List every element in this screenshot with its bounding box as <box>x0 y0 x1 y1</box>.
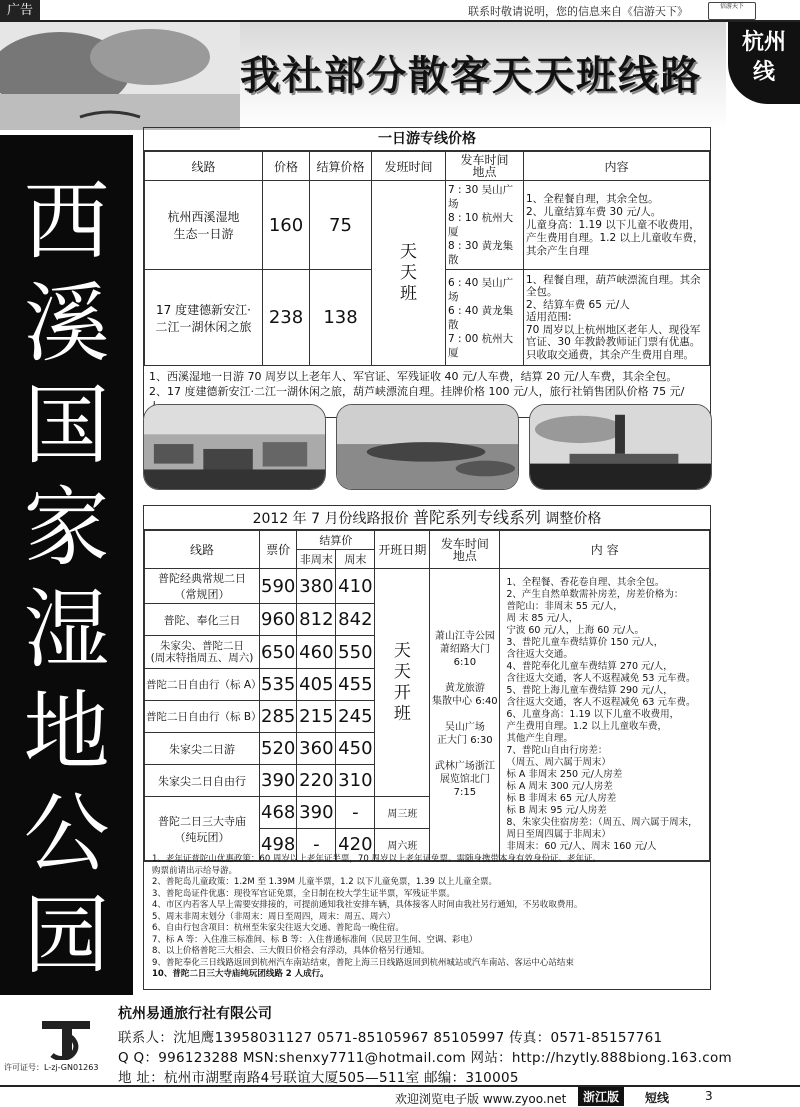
settle-price: 138 <box>310 270 372 366</box>
scenery-illustration <box>0 22 240 130</box>
village-photo <box>143 404 326 490</box>
contact-line: 联系人：沈旭鹰13958031127 0571-85105967 85105997 传真：0571-85157761 <box>118 1030 663 1046</box>
weekday-price: 390 <box>297 797 336 829</box>
table1-title: 一日游专线价格 <box>144 128 710 151</box>
schedule-daily: 天 天 班 <box>372 181 446 366</box>
route-name: 杭州西溪湿地 生态一日游 <box>145 181 263 270</box>
note: 3、普陀岛证件优惠：现役军官证免票，全日制在校大学生证半票，军残证半票。 <box>152 888 455 899</box>
depart-times: 7 : 30 吴山广场 8 : 10 杭州大厦 8 : 30 黄龙集散 <box>446 181 524 270</box>
company-name: 杭州易通旅行社有限公司 <box>118 1006 272 1022</box>
col-weekday: 非周末 <box>297 550 336 569</box>
col-ticket: 票价 <box>260 531 297 569</box>
table2-title <box>144 506 710 530</box>
trip-content: 1、全程餐自理，其余全包。 2、儿童结算车费 30 元/人。 儿童身高：1.19 以下儿童不收费用， 产生费用自理。1.2 以上儿童收车费， 其余产生自理 <box>524 181 710 270</box>
side-char: 家 <box>23 478 110 578</box>
weekday-price: 812 <box>297 604 336 636</box>
depart-times: 6 : 40 吴山广场 6 : 40 黄龙集散 7 : 00 杭州大厦 <box>446 270 524 366</box>
weekday-price: 215 <box>297 701 336 733</box>
table2-title-prefix: 2012 年 7 月份线路报价 <box>252 511 413 527</box>
col-price: 价格 <box>263 152 310 181</box>
ticket-price: 498 <box>260 829 297 861</box>
col-schedule: 开班日期 <box>375 531 430 569</box>
putuo-price-table <box>143 505 711 862</box>
province-edition: 浙江版 <box>578 1087 624 1106</box>
route-name: 17 度建德新安江· 二江一湖休闲之旅 <box>145 270 263 366</box>
price: 160 <box>263 181 310 270</box>
company-logo <box>36 1015 96 1060</box>
side-title-panel <box>0 135 133 995</box>
price: 238 <box>263 270 310 366</box>
note: 10、普陀二日三大寺庙纯玩团线路 2 人成行。 <box>152 969 329 979</box>
route-name: 普陀二日自由行（标 B） <box>145 701 260 733</box>
schedule-saturday: 周六班 <box>375 829 430 861</box>
note: 4、市区内若客人早上需要安排接的，可提前通知我社安排车辆，具体接客人时间由我社另行通知，不另收取费用。 <box>152 900 583 910</box>
weekday-price: 460 <box>297 636 336 669</box>
weekend-price: 450 <box>336 733 375 765</box>
note: 1、老年证普陀山优惠政策：60 周岁以上老年证半票，70 周岁以上老年证免票。需随身携带本身有效身份证、老年证。 <box>152 854 601 864</box>
policy-notes <box>143 850 711 990</box>
source-notice: 联系时敬请说明，您的信息来自《信游天下》 <box>468 5 688 18</box>
ad-label: 广告 <box>0 0 40 22</box>
route-tab-line-1: 杭州 <box>741 30 786 55</box>
ticket-price: 520 <box>260 733 297 765</box>
ticket-price: 650 <box>260 636 297 669</box>
route-name: 普陀二日三大寺庙 （纯玩团） <box>145 797 260 861</box>
note: 9、普陀奉化三日线路返回到杭州汽车南站结束，普陀上海三日线路返回到杭州城站或汽车南站、客运中心站结束 <box>152 957 574 968</box>
note: 2、普陀岛儿童政策：1.2M 至 1.39M 儿童半票，1.2 以下儿童免票，1.39 以上儿童全票。 <box>152 877 497 887</box>
ticket-price: 535 <box>260 669 297 701</box>
trip-content: 1、程餐自理，葫芦峡漂流自理。其余 全包。 2、结算车费 65 元/人 适用范围: 70 周岁以上杭州地区老年人、现役军 官证、30 年教龄教师证门票有优惠。 只收取交通费，其余产生费用自理。 <box>524 270 710 366</box>
side-char: 公 <box>23 784 110 884</box>
col-settle: 结算价 <box>297 531 375 550</box>
table2-title-suffix: 调整价格 <box>540 511 602 527</box>
col-depart: 发车时间 地点 <box>446 152 524 181</box>
note: 5、周末非周末划分（非周末：周日至周四，周末：周五、周六） <box>152 911 396 922</box>
weekday-price: 405 <box>297 669 336 701</box>
ticket-price: 960 <box>260 604 297 636</box>
side-char: 西 <box>23 172 110 272</box>
col-depart: 发车时间 地点 <box>430 531 500 569</box>
side-char: 湿 <box>23 580 110 680</box>
permit-number: 许可证号：L-zj-GN01263 <box>4 1063 99 1072</box>
weekday-price: 360 <box>297 733 336 765</box>
section-type: 短线 <box>645 1091 670 1105</box>
temple-photo <box>529 404 712 490</box>
weekday-price: 380 <box>297 569 336 604</box>
note: 8、以上价格普陀三大相会、三大假日价格会有浮动，具体价格另行通知。 <box>152 946 430 956</box>
weekday-price: 220 <box>297 765 336 797</box>
note: 7、标 A 等：入住准三标准间、标 B 等：入住普通标准间（民居卫生间、空调、彩电） <box>152 934 478 945</box>
weekend-price: 842 <box>336 604 375 636</box>
weekend-price: - <box>336 797 375 829</box>
route-name: 朱家尖、普陀二日 (周末特指周五、周六) <box>145 636 260 669</box>
page-number: 3 <box>705 1089 713 1103</box>
weekend-price: 455 <box>336 669 375 701</box>
bottom-bar <box>0 1085 800 1104</box>
col-route: 线路 <box>145 152 263 181</box>
schedule-wednesday: 周三班 <box>375 797 430 829</box>
lake-photo <box>336 404 519 490</box>
footnote: 2、17 度建德新安江·二江一湖休闲之旅，葫芦峡漂流自理。挂牌价格 100 元/人，旅行社销售团队价格 75 元/ <box>149 385 685 398</box>
ticket-price: 390 <box>260 765 297 797</box>
qq-msn-website-line: Q Q：996123288 MSN:shenxy7711@hotmail.com 网站：http://hzytly.888biong.163.com <box>118 1050 732 1066</box>
side-char: 地 <box>23 682 110 782</box>
col-settle: 结算价格 <box>310 152 372 181</box>
ticket-price: 468 <box>260 797 297 829</box>
col-content: 内 容 <box>500 531 710 569</box>
schedule-daily: 天 天 开 班 <box>375 569 430 797</box>
col-content: 内容 <box>524 152 710 181</box>
route-name: 朱家尖二日游 <box>145 733 260 765</box>
route-name: 普陀、奉化三日 <box>145 604 260 636</box>
route-tab-line-2: 线 <box>752 60 775 85</box>
publication-logo: 信游天下 <box>708 2 756 20</box>
route-name: 朱家尖二日自由行 <box>145 765 260 797</box>
side-char: 溪 <box>23 274 110 374</box>
footnote: 1、西溪湿地一日游 70 周岁以上老年人、军官证、军残证收 40 元/人车费，结算 20 元/人车费，其余全包。 <box>149 370 678 383</box>
col-schedule: 发班时间 <box>372 152 446 181</box>
trip-content: 1、全程餐、香花卷自理、其余全包。 2、产生自然单数需补房差，房差价格为： 普陀山：非周末 55 元/人， 周 末 85 元/人， 宁波 60 元/人，上海 60 元/人。 3、普陀儿童车费结算价 150 元/人， 含往返大交通。 4、普陀奉化儿童车费结算 270 元/人， 含往返大交通，客人不返程减免 53 元车费。 5、普陀上海儿童车费结算 290 元/人， 含往返大交通，客人不返程减免 63 元车费。 6、儿童身高：1.19 以下儿童不收费用， 产生费用自理。1.2 以上儿童收车费， 其他产生自理。 7、普陀山自由行房差： （周五、周六属于周末） 标 A 非周末 250 元/人房差 标 A 周末 300 元/人房差 标 B 非周末 65 元/人房差 标 B 周末 95 元/人房差 8、朱家尖住宿房差：（周五、周六属于周末， 周日至周四属于非周末） 非周末：60 元/人、周末 160 元/人 <box>500 569 710 861</box>
col-route: 线路 <box>145 531 260 569</box>
table2-title-main: 普陀系列专线系列 <box>412 508 541 527</box>
route-name: 普陀经典常规二日 （常规团） <box>145 569 260 604</box>
web-edition-link[interactable]: 欢迎浏览电子版 www.zyoo.net <box>395 1092 567 1106</box>
weekend-price: 410 <box>336 569 375 604</box>
day-trip-price-table <box>143 127 711 418</box>
ticket-price: 285 <box>260 701 297 733</box>
address-line: 地 址：杭州市湖墅南路4号联谊大厦505—511室 邮编：310005 <box>118 1070 519 1086</box>
weekend-price: 310 <box>336 765 375 797</box>
side-char: 国 <box>23 376 110 476</box>
weekend-price: 420 <box>336 829 375 861</box>
col-weekend: 周末 <box>336 550 375 569</box>
route-tab <box>728 22 800 104</box>
route-name: 普陀二日自由行（标 A） <box>145 669 260 701</box>
ticket-price: 590 <box>260 569 297 604</box>
note: 购票前请出示给导游。 <box>152 865 238 876</box>
weekend-price: 550 <box>336 636 375 669</box>
headline: 我社部分散客天天班线路 <box>240 53 702 99</box>
note: 6、自由行包含项目：杭州至朱家尖往返大交通、普陀岛一晚住宿。 <box>152 923 404 933</box>
side-char: 园 <box>23 886 110 986</box>
settle-price: 75 <box>310 181 372 270</box>
weekend-price: 245 <box>336 701 375 733</box>
depart-locations: 萧山江寺公园 萧绍路大门 6:10 黄龙旅游 集散中心 6:40 吴山广场 正大门 6:30 武林广场浙江 展览馆北门 7:15 <box>430 569 500 861</box>
weekday-price: - <box>297 829 336 861</box>
